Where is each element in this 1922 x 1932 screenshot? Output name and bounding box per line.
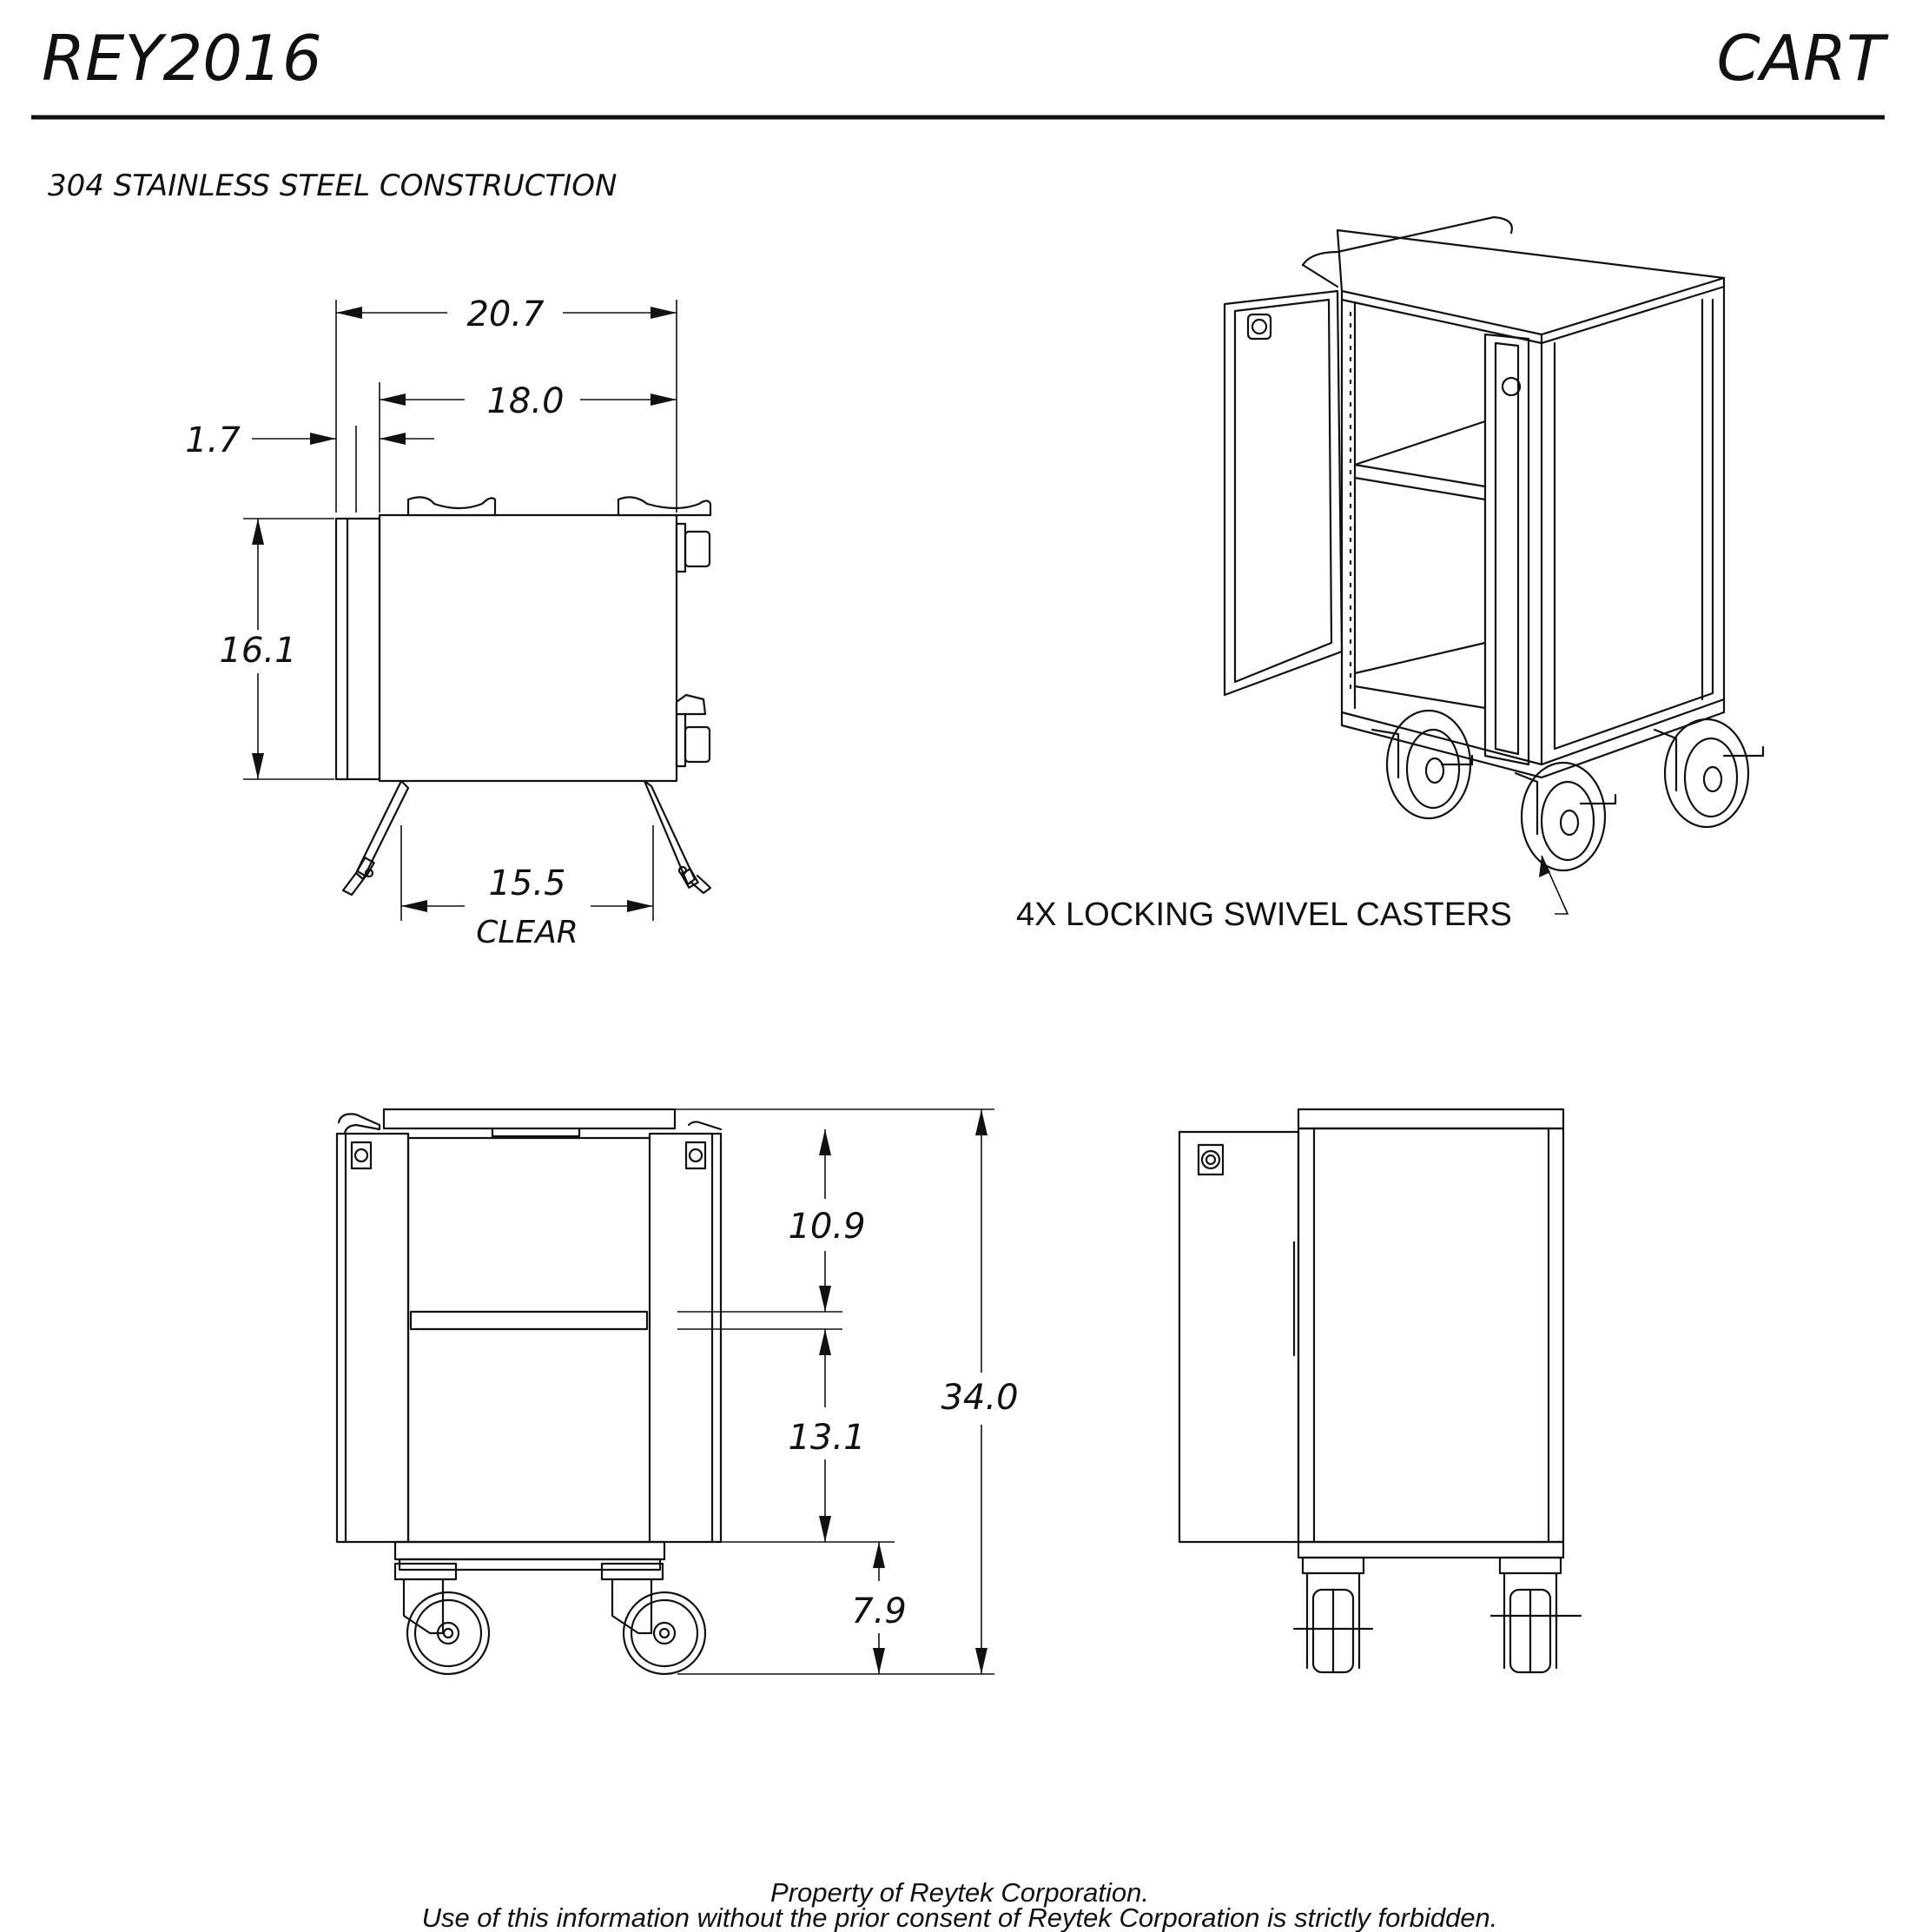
dim-clear-label: CLEAR — [476, 915, 578, 950]
material-note: 304 STAINLESS STEEL CONSTRUCTION — [48, 169, 618, 203]
isometric-view — [1016, 217, 1763, 933]
footer-line-1: Property of Reytek Corporation. — [770, 1877, 1149, 1908]
footer-line-2: Use of this information without the prior consent of Reytek Corporation is strictly forbidden. — [421, 1902, 1498, 1932]
dim-body-width: 18.0 — [486, 381, 565, 421]
front-view — [337, 1109, 1019, 1674]
part-number-title: REY2016 — [42, 22, 322, 95]
side-view — [1179, 1109, 1581, 1672]
dim-door-thickness: 1.7 — [185, 420, 241, 460]
dim-overall-height: 34.0 — [941, 1378, 1019, 1418]
dim-caster-height: 7.9 — [851, 1591, 907, 1631]
dim-lower-opening: 13.1 — [788, 1418, 866, 1458]
dim-upper-opening: 10.9 — [788, 1207, 866, 1247]
top-view — [185, 294, 710, 950]
product-title: CART — [1716, 22, 1885, 95]
dim-clear-value: 15.5 — [488, 863, 566, 903]
dim-depth: 16.1 — [219, 631, 297, 671]
dim-overall-width: 20.7 — [466, 294, 545, 334]
caster-callout: 4X LOCKING SWIVEL CASTERS — [1016, 897, 1512, 933]
